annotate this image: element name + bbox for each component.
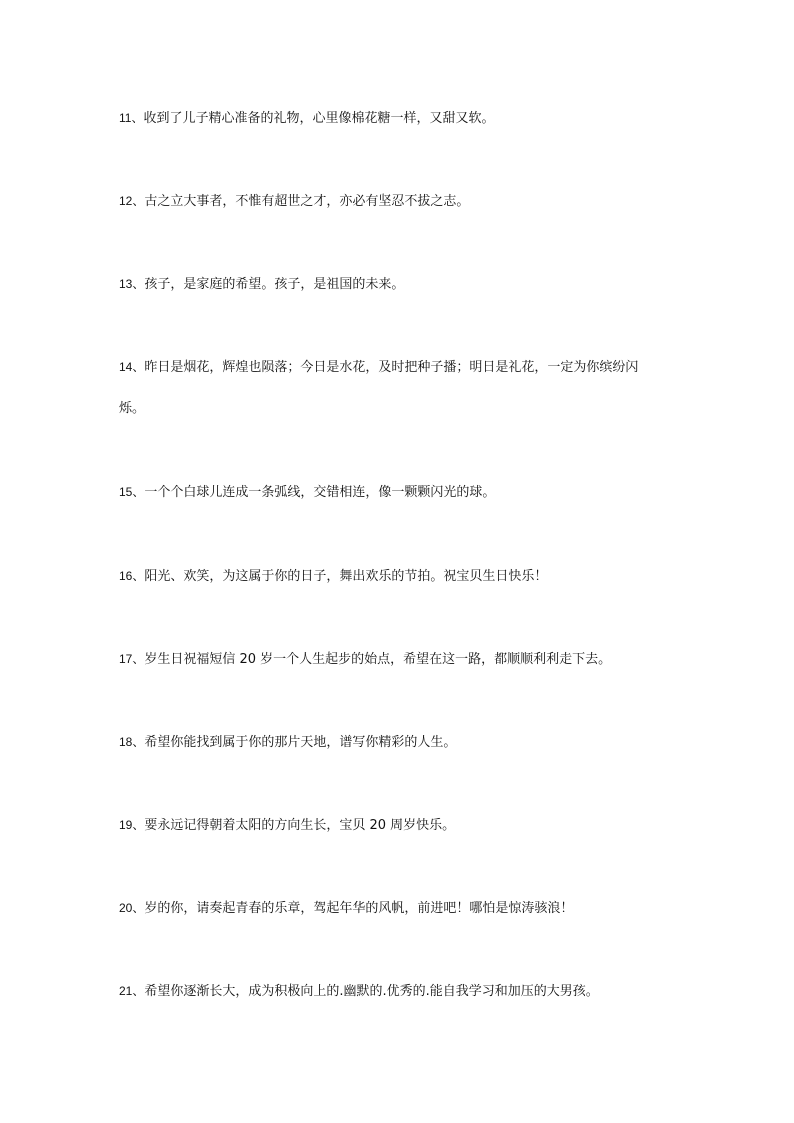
list-item	[119, 970, 689, 1013]
item-number: 20、	[119, 901, 145, 915]
list-item	[119, 804, 689, 847]
item-text: 收到了儿子精心准备的礼物，心里像棉花糖一样，又甜又软。	[143, 111, 495, 126]
item-text: 昨日是烟花，辉煌也陨落；今日是水花，及时把种子播；明日是礼花，一定为你缤纷闪	[144, 360, 639, 375]
item-number: 19、	[119, 818, 145, 832]
item-text: 希望你能找到属于你的那片天地，谱写你精彩的人生。	[144, 735, 457, 750]
item-text: 古之立大事者，不惟有超世之才，亦必有坚忍不拔之志。	[144, 194, 470, 209]
list-item	[119, 887, 689, 930]
item-number: 14、	[119, 360, 145, 374]
item-text: 孩子，是家庭的希望。孩子，是祖国的未来。	[144, 277, 405, 292]
item-text: 一个个白球儿连成一条弧线，交错相连，像一颗颗闪光的球。	[144, 485, 496, 500]
list-item	[119, 721, 689, 764]
item-text: 要永远记得朝着太阳的方向生长，宝贝 20 周岁快乐。	[144, 818, 456, 833]
list-item	[119, 471, 689, 514]
item-number: 15、	[119, 485, 145, 499]
item-number: 16、	[119, 569, 145, 583]
item-number: 12、	[119, 194, 145, 208]
item-number: 21、	[119, 984, 145, 998]
list-item-continuation: 烁。	[119, 401, 146, 416]
list-item	[119, 555, 689, 598]
item-number: 17、	[119, 652, 145, 666]
item-number: 11、	[119, 111, 144, 125]
list-item	[119, 346, 719, 389]
list-item	[119, 638, 689, 681]
list-item	[119, 180, 689, 223]
item-text: 阳光、欢笑，为这属于你的日子，舞出欢乐的节拍。祝宝贝生日快乐！	[144, 569, 548, 584]
item-text: 希望你逐渐长大，成为积极向上的.幽默的.优秀的.能自我学习和加压的大男孩。	[144, 984, 599, 999]
list-item	[119, 97, 689, 140]
item-number: 18、	[119, 735, 145, 749]
list-item	[119, 263, 689, 306]
item-text: 岁生日祝福短信 20 岁一个人生起步的始点，希望在这一路，都顺顺利利走下去。	[144, 652, 612, 667]
item-text: 岁的你，请奏起青春的乐章，驾起年华的风帆，前进吧！哪怕是惊涛骇浪！	[144, 901, 574, 916]
item-number: 13、	[119, 277, 145, 291]
